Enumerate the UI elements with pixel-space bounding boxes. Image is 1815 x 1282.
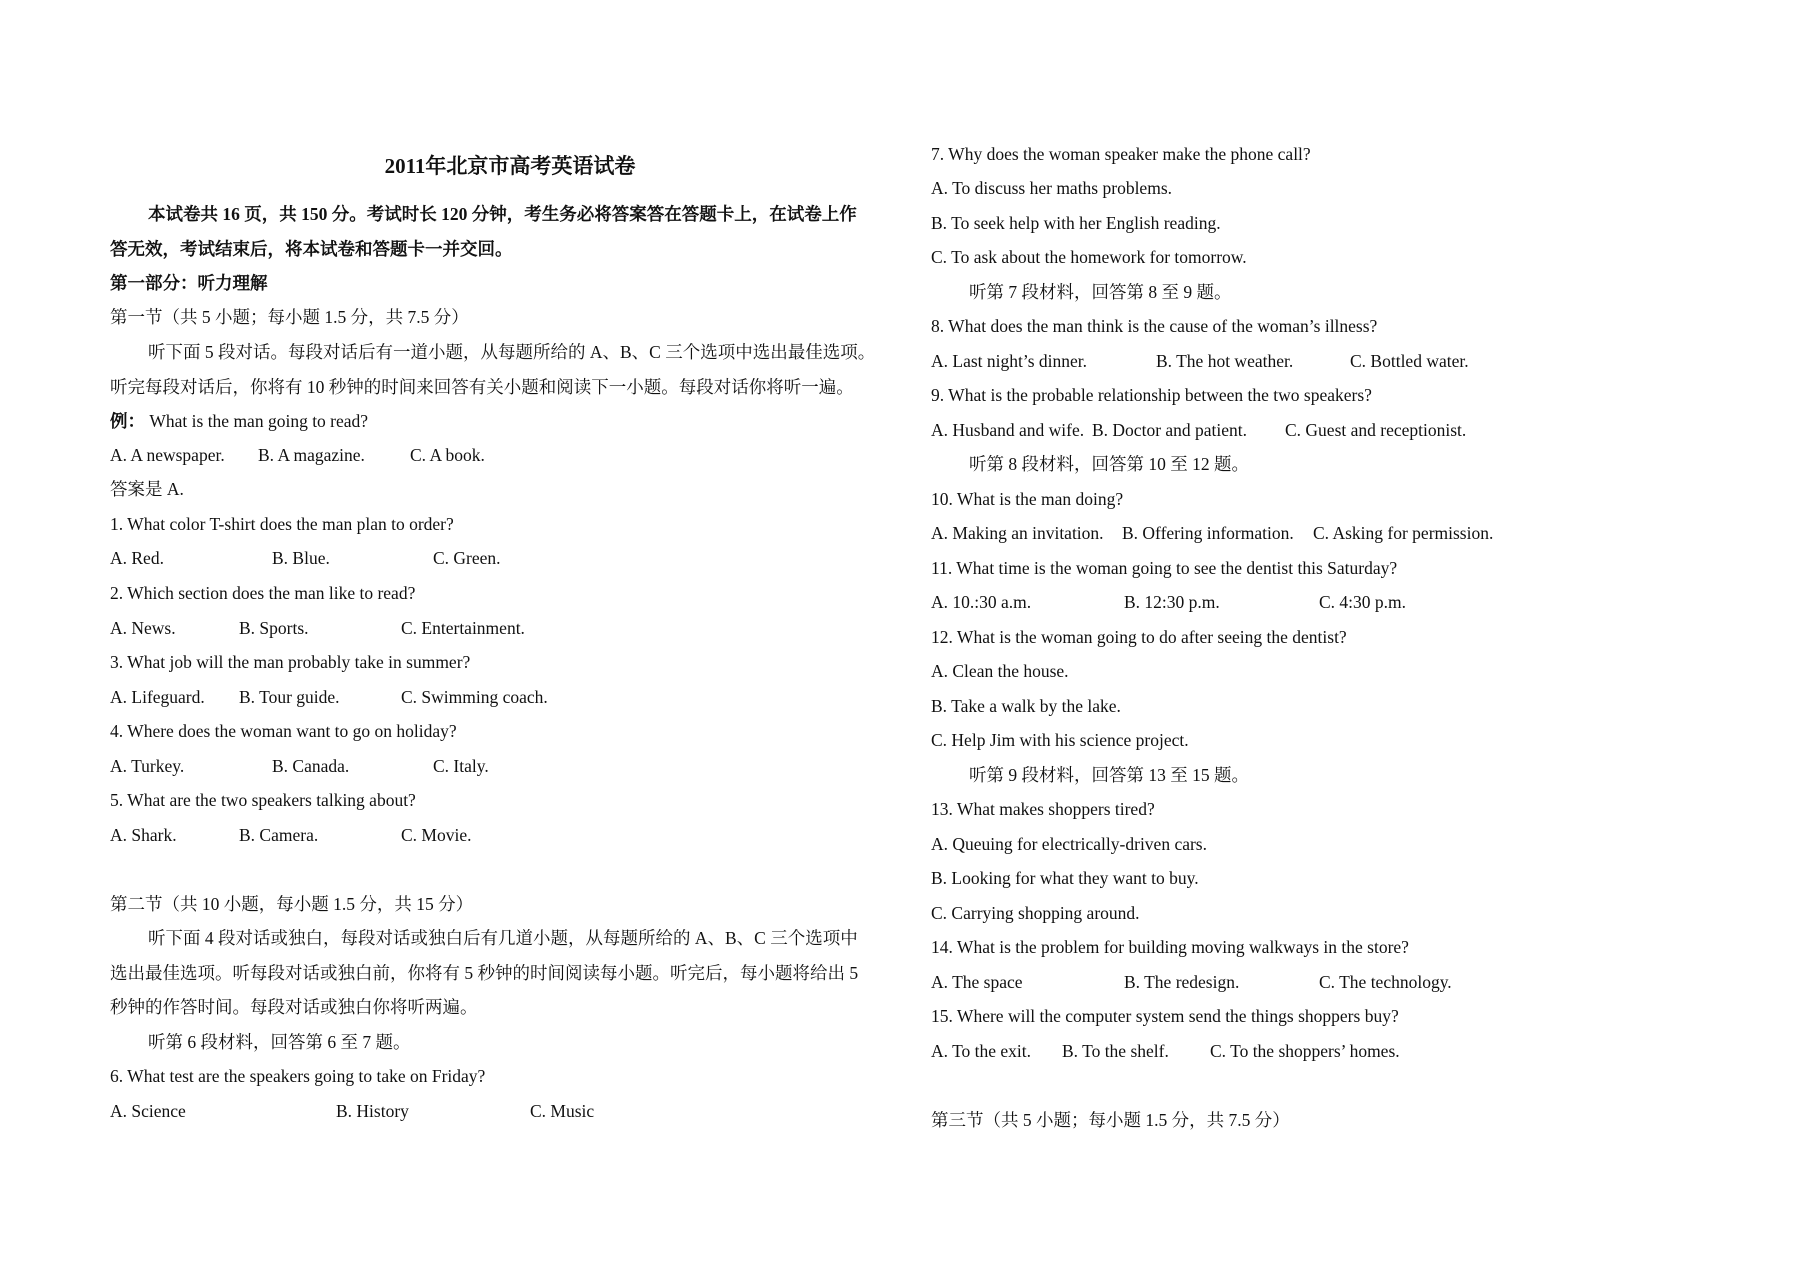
question-4: 4. Where does the woman want to go on holiday? — [110, 721, 457, 741]
question-13-option-c: C. Carrying shopping around. — [931, 903, 1140, 923]
question-14-option-b: B. The redesign. — [1124, 972, 1240, 992]
question-9-option-c: C. Guest and receptionist. — [1285, 420, 1467, 440]
question-3-option-b: B. Tour guide. — [239, 687, 340, 707]
intro-line-2: 答无效，考试结束后，将本试卷和答题卡一并交回。 — [110, 239, 513, 259]
question-9-options — [931, 419, 1731, 441]
question-4-options — [110, 755, 910, 777]
question-2: 2. Which section does the man like to read? — [110, 583, 416, 603]
example-question — [110, 410, 368, 432]
material-9-note: 听第 9 段材料，回答第 13 至 15 题。 — [969, 765, 1249, 785]
example-option-b: B. A magazine. — [258, 445, 365, 465]
question-6-option-a: A. Science — [110, 1101, 186, 1121]
question-1-option-b: B. Blue. — [272, 548, 330, 568]
question-1: 1. What color T-shirt does the man plan to order? — [110, 514, 454, 534]
question-14-options — [931, 971, 1731, 993]
question-12: 12. What is the woman going to do after seeing the dentist? — [931, 627, 1347, 647]
question-7-option-b: B. To seek help with her English reading. — [931, 213, 1221, 233]
question-9-option-a: A. Husband and wife. — [931, 420, 1085, 440]
question-12-option-c: C. Help Jim with his science project. — [931, 730, 1189, 750]
part1-heading: 第一部分：听力理解 — [110, 273, 268, 293]
example-option-c: C. A book. — [410, 445, 485, 465]
question-11-option-b: B. 12:30 p.m. — [1124, 592, 1220, 612]
question-2-options — [110, 617, 910, 639]
question-10: 10. What is the man doing? — [931, 489, 1124, 509]
example-label: 例： — [110, 411, 145, 431]
question-14-option-a: A. The space — [931, 972, 1023, 992]
question-1-option-a: A. Red. — [110, 548, 164, 568]
material-7-note: 听第 7 段材料，回答第 8 至 9 题。 — [969, 282, 1232, 302]
question-13-option-a: A. Queuing for electrically-driven cars. — [931, 834, 1207, 854]
material-6-note: 听第 6 段材料，回答第 6 至 7 题。 — [148, 1032, 411, 1052]
question-6-option-c: C. Music — [530, 1101, 595, 1121]
section2-instruction-1: 听下面 4 段对话或独白，每段对话或独白后有几道小题，从每题所给的 A、B、C 三个选项中 — [148, 928, 858, 948]
question-12-option-a: A. Clean the house. — [931, 661, 1069, 681]
question-8-option-c: C. Bottled water. — [1350, 351, 1469, 371]
question-2-option-c: C. Entertainment. — [401, 618, 525, 638]
section1-heading: 第一节（共 5 小题；每小题 1.5 分，共 7.5 分） — [110, 307, 469, 327]
question-5-option-a: A. Shark. — [110, 825, 177, 845]
question-12-option-b: B. Take a walk by the lake. — [931, 696, 1121, 716]
question-1-option-c: C. Green. — [433, 548, 501, 568]
question-3-options — [110, 686, 910, 708]
question-10-options — [931, 522, 1731, 544]
question-2-option-a: A. News. — [110, 618, 176, 638]
section3-heading: 第三节（共 5 小题；每小题 1.5 分，共 7.5 分） — [931, 1110, 1290, 1130]
question-11-options — [931, 591, 1731, 613]
page-title: 2011年北京市高考英语试卷 — [384, 154, 636, 178]
material-8-note: 听第 8 段材料，回答第 10 至 12 题。 — [969, 454, 1249, 474]
question-6-option-b: B. History — [336, 1101, 409, 1121]
section2-instruction-2: 选出最佳选项。听每段对话或独白前，你将有 5 秒钟的时间阅读每小题。听完后，每小题将给出 5 — [110, 963, 859, 983]
question-11: 11. What time is the woman going to see the dentist this Saturday? — [931, 558, 1398, 578]
section1-instruction-1: 听下面 5 段对话。每段对话后有一道小题，从每题所给的 A、B、C 三个选项中选出最佳选项。 — [148, 342, 876, 362]
example-option-a: A. A newspaper. — [110, 445, 225, 465]
intro-line-1: 本试卷共 16 页，共 150 分。考试时长 120 分钟，考生务必将答案答在答题卡上，在试卷上作 — [148, 204, 857, 224]
question-13: 13. What makes shoppers tired? — [931, 799, 1155, 819]
question-8-option-b: B. The hot weather. — [1156, 351, 1294, 371]
section2-heading: 第二节（共 10 小题，每小题 1.5 分，共 15 分） — [110, 894, 474, 914]
example-options — [110, 444, 910, 466]
question-10-option-c: C. Asking for permission. — [1313, 523, 1494, 543]
question-13-option-b: B. Looking for what they want to buy. — [931, 868, 1199, 888]
question-15-option-c: C. To the shoppers’ homes. — [1210, 1041, 1400, 1061]
question-10-option-a: A. Making an invitation. — [931, 523, 1104, 543]
question-11-option-a: A. 10.:30 a.m. — [931, 592, 1032, 612]
question-9-option-b: B. Doctor and patient. — [1092, 420, 1248, 440]
example-answer: 答案是 A. — [110, 479, 184, 499]
section1-instruction-2: 听完每段对话后，你将有 10 秒钟的时间来回答有关小题和阅读下一小题。每段对话你将听一遍。 — [110, 377, 854, 397]
question-8-options — [931, 350, 1731, 372]
question-6: 6. What test are the speakers going to take on Friday? — [110, 1066, 486, 1086]
question-4-option-a: A. Turkey. — [110, 756, 185, 776]
question-15: 15. Where will the computer system send the things shoppers buy? — [931, 1006, 1399, 1026]
question-4-option-c: C. Italy. — [433, 756, 489, 776]
question-6-options — [110, 1100, 910, 1122]
question-5-option-c: C. Movie. — [401, 825, 472, 845]
question-15-option-a: A. To the exit. — [931, 1041, 1032, 1061]
question-7-option-c: C. To ask about the homework for tomorrow. — [931, 247, 1247, 267]
section2-instruction-3: 秒钟的作答时间。每段对话或独白你将听两遍。 — [110, 997, 478, 1017]
question-15-option-b: B. To the shelf. — [1062, 1041, 1169, 1061]
question-1-options — [110, 547, 910, 569]
question-7: 7. Why does the woman speaker make the phone call? — [931, 144, 1311, 164]
question-14-option-c: C. The technology. — [1319, 972, 1452, 992]
question-10-option-b: B. Offering information. — [1122, 523, 1294, 543]
question-8-option-a: A. Last night’s dinner. — [931, 351, 1088, 371]
question-2-option-b: B. Sports. — [239, 618, 309, 638]
question-14: 14. What is the problem for building moving walkways in the store? — [931, 937, 1409, 957]
question-11-option-c: C. 4:30 p.m. — [1319, 592, 1407, 612]
question-5-option-b: B. Camera. — [239, 825, 319, 845]
question-15-options — [931, 1040, 1731, 1062]
question-4-option-b: B. Canada. — [272, 756, 350, 776]
question-8: 8. What does the man think is the cause of the woman’s illness? — [931, 316, 1378, 336]
question-9: 9. What is the probable relationship between the two speakers? — [931, 385, 1372, 405]
question-5: 5. What are the two speakers talking about? — [110, 790, 416, 810]
question-3-option-c: C. Swimming coach. — [401, 687, 548, 707]
question-3: 3. What job will the man probably take in summer? — [110, 652, 471, 672]
question-5-options — [110, 824, 910, 846]
question-3-option-a: A. Lifeguard. — [110, 687, 205, 707]
example-question-text: What is the man going to read? — [149, 411, 369, 431]
question-7-option-a: A. To discuss her maths problems. — [931, 178, 1173, 198]
